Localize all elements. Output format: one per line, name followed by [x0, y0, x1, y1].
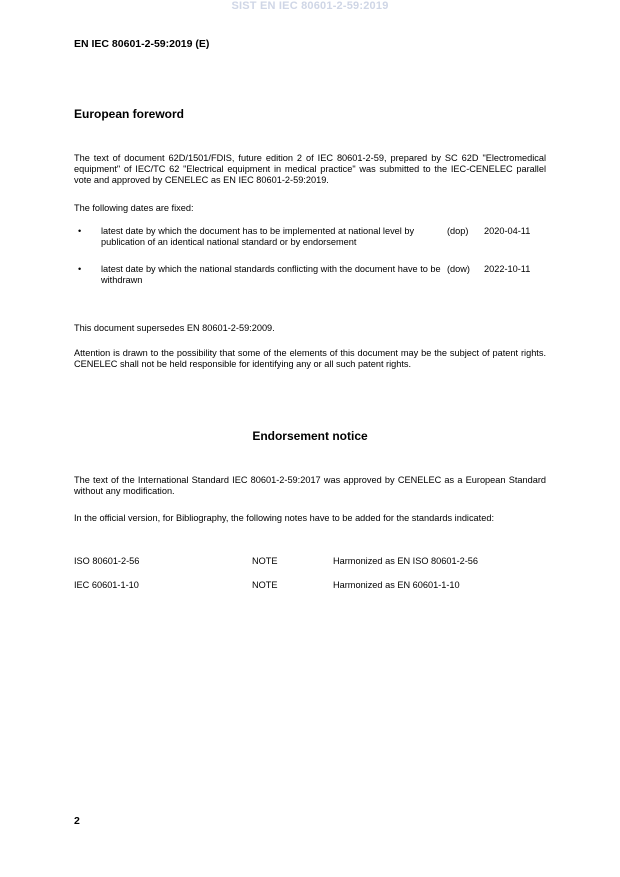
dates-intro: The following dates are fixed:	[74, 203, 194, 213]
date-item-date: 2020-04-11	[484, 226, 531, 236]
note-text: Harmonized as EN 60601-1-10	[333, 580, 460, 590]
date-item-code: (dow)	[447, 264, 470, 274]
note-text: Harmonized as EN ISO 80601-2-56	[333, 556, 479, 566]
endorsement-heading: Endorsement notice	[252, 429, 368, 443]
date-item-date: 2022-10-11	[484, 264, 531, 274]
foreword-heading: European foreword	[74, 107, 185, 121]
foreword-intro-paragraph: The text of document 62D/1501/FDIS, future edition 2 of IEC 80601-2-59, prepared by SC 62D "Electromedical equipment" of IEC/TC 62 "Electrical equipment in medical practice" was submitted to the IEC-CENELEC parallel vote and approved by CENELEC as EN IEC 80601-2-59:2019.	[74, 153, 546, 185]
watermark: SIST EN IEC 80601-2-59:2019	[231, 0, 389, 12]
attention-paragraph: Attention is drawn to the possibility that some of the elements of this document may be the subject of patent rights. CENELEC shall not be held responsible for identifying any or all such patent rights.	[74, 348, 546, 369]
endorsement-paragraph: The text of the International Standard IEC 80601-2-59:2017 was approved by CENELEC as a European Standard without any modification.	[74, 475, 546, 496]
note-label: NOTE	[252, 556, 278, 566]
note-standard: ISO 80601-2-56	[74, 556, 140, 566]
note-label: NOTE	[252, 580, 278, 590]
date-item-text: latest date by which the national standards conflicting with the document have to be withdrawn	[101, 264, 441, 285]
bibliography-intro: In the official version, for Bibliography, the following notes have to be added for the standards indicated:	[74, 513, 494, 523]
date-item-text: latest date by which the document has to be implemented at national level by publication of an identical national standard or by endorsement	[101, 226, 415, 247]
note-standard: IEC 60601-1-10	[74, 580, 139, 590]
document-identifier: EN IEC 80601-2-59:2019 (E)	[74, 38, 210, 50]
date-item-code: (dop)	[447, 226, 469, 236]
page-number: 2	[74, 815, 80, 827]
supersedes-paragraph: This document supersedes EN 80601-2-59:2009.	[74, 323, 275, 333]
bullet-marker: •	[78, 264, 82, 274]
bullet-marker: •	[78, 226, 82, 236]
